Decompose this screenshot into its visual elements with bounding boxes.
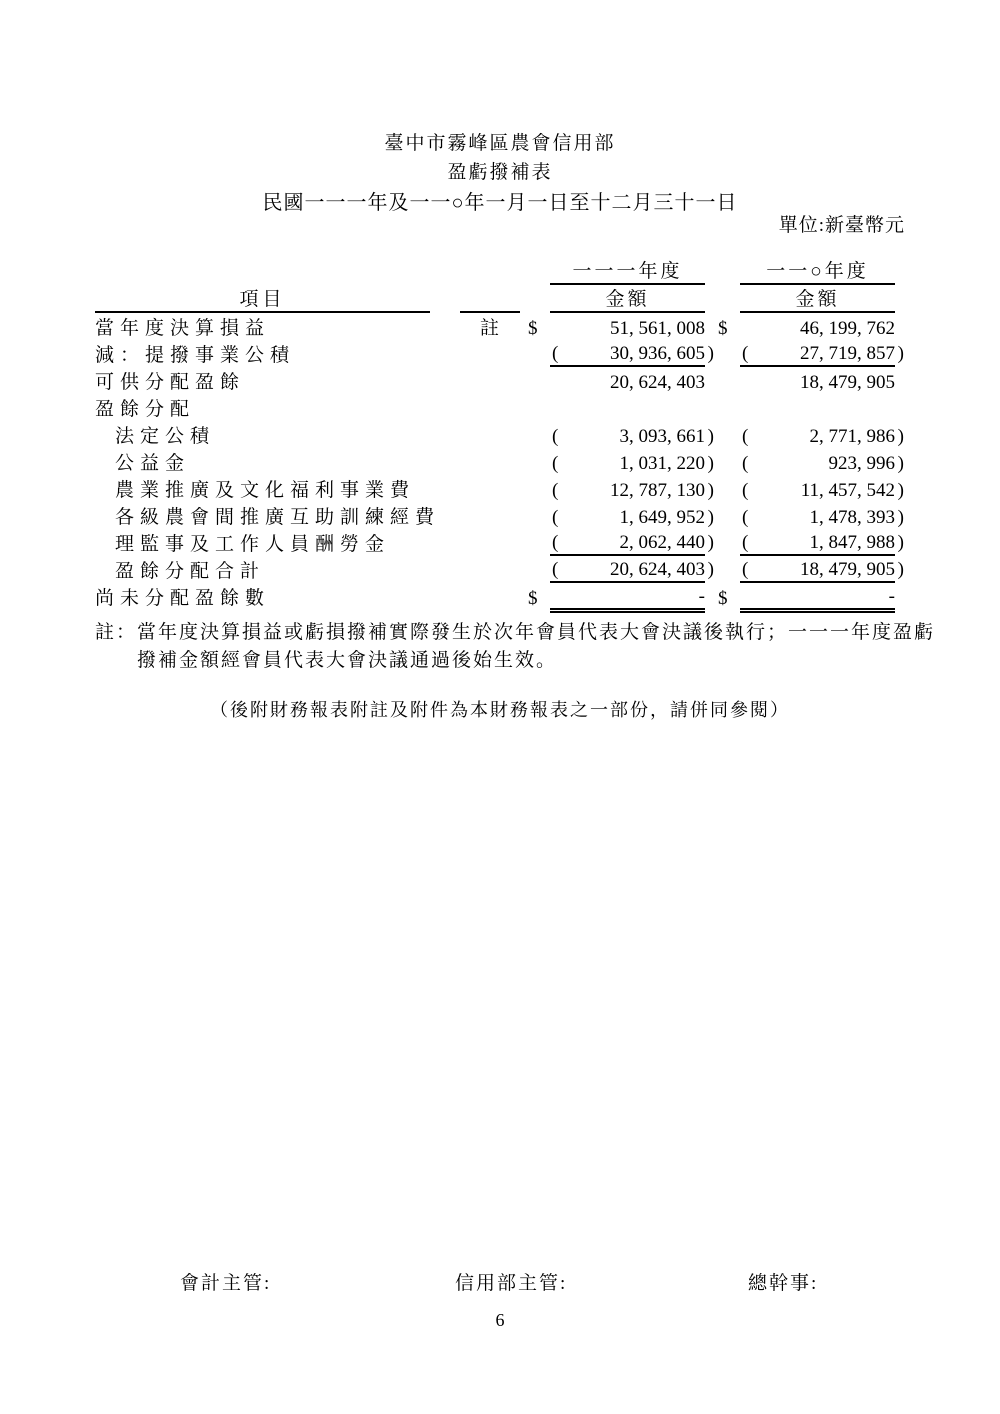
item-label: 各級農會間推廣互助訓練經費 — [115, 507, 441, 528]
table-row — [95, 368, 895, 395]
close-paren: ) — [897, 343, 904, 364]
item-label: 農業推廣及文化福利事業費 — [115, 480, 416, 501]
amount-cell-110 — [740, 532, 904, 556]
item-cell — [95, 340, 460, 367]
currency-symbol-111: $ — [528, 588, 538, 609]
item-label: 公益金 — [115, 453, 191, 474]
amount-value: 12, 787, 130 — [610, 480, 705, 501]
close-paren: ) — [897, 507, 904, 528]
amount-cell-111 — [550, 586, 705, 610]
item-label: 盈餘分配 — [95, 399, 196, 420]
note-ref-cell: 註 — [479, 318, 500, 339]
amount-cell-110 — [740, 343, 904, 367]
amount-cell-110 — [740, 480, 904, 502]
amount-header-row — [95, 286, 895, 314]
close-paren: ) — [707, 559, 714, 580]
amount-cell-110 — [740, 507, 904, 529]
table-row — [95, 530, 904, 557]
amount-value: 30, 936, 605 — [610, 343, 705, 364]
amount-value: - — [888, 586, 895, 607]
table-row — [95, 341, 904, 368]
item-label: 盈餘分配合計 — [115, 561, 266, 582]
amount-value: 18, 479, 905 — [800, 559, 895, 580]
amount-value: 1, 031, 220 — [619, 453, 705, 474]
amount-value: 18, 479, 905 — [800, 372, 895, 393]
table-body — [95, 314, 904, 611]
credit-dept-supervisor-signature-label: 信用部主管: — [455, 1273, 568, 1294]
open-paren: ( — [742, 343, 749, 364]
open-paren: ( — [742, 532, 749, 553]
table-row — [95, 449, 904, 476]
currency-symbol-111: $ — [528, 318, 538, 339]
item-label: 理監事及工作人員酬勞金 — [115, 534, 391, 555]
close-paren: ) — [707, 426, 714, 447]
item-header-cell — [95, 284, 460, 313]
item-cell — [95, 394, 460, 421]
amount-value: 1, 847, 988 — [809, 532, 895, 553]
item-cell — [95, 313, 460, 340]
open-paren: ( — [552, 480, 559, 501]
open-paren: ( — [552, 426, 559, 447]
page-number: 6 — [495, 1310, 505, 1330]
open-paren: ( — [552, 559, 559, 580]
item-cell — [95, 448, 460, 475]
amount-value: - — [698, 586, 705, 607]
close-paren: ) — [897, 480, 904, 501]
close-paren: ) — [897, 426, 904, 447]
amount-cell-111 — [550, 480, 714, 502]
amount-cell-110 — [740, 372, 895, 394]
item-cell — [95, 475, 460, 502]
amount-value: 11, 457, 542 — [800, 480, 895, 501]
amount-cell-111 — [550, 343, 714, 367]
amount-cell-110 — [740, 559, 904, 583]
amount-value: 2, 771, 986 — [809, 426, 895, 447]
open-paren: ( — [742, 507, 749, 528]
amount-cell-111 — [550, 318, 705, 340]
open-paren: ( — [552, 507, 559, 528]
attachment-reference-line: （後附財務報表附註及附件為本財務報表之一部份，請併同參閱） — [210, 700, 790, 720]
item-cell — [95, 529, 460, 556]
open-paren: ( — [552, 343, 559, 364]
close-paren: ) — [897, 532, 904, 553]
amount-value: 51, 561, 008 — [610, 318, 705, 339]
table-row — [95, 557, 904, 584]
open-paren: ( — [742, 559, 749, 580]
statement-table — [95, 258, 904, 611]
amount-value: 20, 624, 403 — [610, 372, 705, 393]
amount-cell-110 — [740, 426, 904, 448]
item-cell — [95, 556, 460, 583]
open-paren: ( — [552, 532, 559, 553]
amount-cell-110 — [740, 453, 904, 475]
table-row — [95, 476, 904, 503]
table-row — [95, 422, 904, 449]
amount-value: 27, 719, 857 — [800, 343, 895, 364]
item-cell — [95, 502, 460, 529]
amount-value: 1, 478, 393 — [809, 507, 895, 528]
open-paren: ( — [742, 453, 749, 474]
close-paren: ) — [707, 343, 714, 364]
item-label: 減：提撥事業公積 — [95, 345, 296, 366]
table-row — [95, 395, 895, 422]
currency-symbol-110: $ — [718, 318, 728, 339]
open-paren: ( — [742, 480, 749, 501]
open-paren: ( — [742, 426, 749, 447]
year-header-row — [95, 258, 895, 286]
amount-header-111: 金額 — [550, 284, 705, 313]
close-paren: ) — [707, 507, 714, 528]
amount-cell-111 — [550, 372, 705, 394]
amount-cell-111 — [550, 507, 714, 529]
amount-value: 2, 062, 440 — [619, 532, 705, 553]
amount-value: 3, 093, 661 — [619, 426, 705, 447]
table-row — [95, 584, 895, 611]
close-paren: ) — [707, 532, 714, 553]
year-110-header: 一一○年度 — [740, 256, 895, 285]
table-row — [95, 503, 904, 530]
currency-unit-label: 單位:新臺幣元 — [778, 215, 905, 236]
amount-value: 923, 996 — [828, 453, 895, 474]
item-label: 可供分配盈餘 — [95, 372, 246, 393]
currency-symbol-110: $ — [718, 588, 728, 609]
item-column-header: 項目 — [95, 284, 430, 313]
item-cell — [95, 367, 460, 394]
general-manager-signature-label: 總幹事: — [748, 1273, 819, 1294]
amount-value: 1, 649, 952 — [619, 507, 705, 528]
period-line: 民國一一一年及一一○年一月一日至十二月三十一日 — [262, 192, 738, 214]
close-paren: ) — [707, 480, 714, 501]
footnote-line-1: 註：當年度決算損益或虧損撥補實際發生於次年會員代表大會決議後執行；一一一年度盈虧 — [95, 622, 936, 643]
amount-cell-110 — [740, 318, 895, 340]
amount-cell-111 — [550, 426, 714, 448]
amount-value: 46, 199, 762 — [800, 318, 895, 339]
amount-header-110: 金額 — [740, 284, 895, 313]
amount-value: 20, 624, 403 — [610, 559, 705, 580]
year-111-header: 一一一年度 — [550, 256, 705, 285]
open-paren: ( — [552, 453, 559, 474]
item-label: 尚未分配盈餘數 — [95, 588, 271, 609]
close-paren: ) — [897, 559, 904, 580]
amount-cell-110 — [740, 586, 895, 610]
statement-title: 盈虧撥補表 — [447, 162, 553, 183]
item-cell — [95, 583, 460, 610]
item-label: 法定公積 — [115, 426, 216, 447]
organization-title: 臺中市霧峰區農會信用部 — [384, 133, 616, 154]
amount-cell-111 — [550, 532, 714, 556]
close-paren: ) — [897, 453, 904, 474]
amount-cell-111 — [550, 559, 714, 583]
footnote-block — [95, 619, 935, 675]
close-paren: ) — [707, 453, 714, 474]
amount-cell-111 — [550, 453, 714, 475]
accounting-supervisor-signature-label: 會計主管: — [180, 1273, 272, 1294]
item-cell — [95, 421, 460, 448]
item-label: 當年度決算損益 — [95, 318, 271, 339]
footnote-line-2: 撥補金額經會員代表大會決議通過後始生效。 — [137, 650, 558, 671]
table-row — [95, 314, 895, 341]
note-column-rule — [460, 284, 520, 313]
